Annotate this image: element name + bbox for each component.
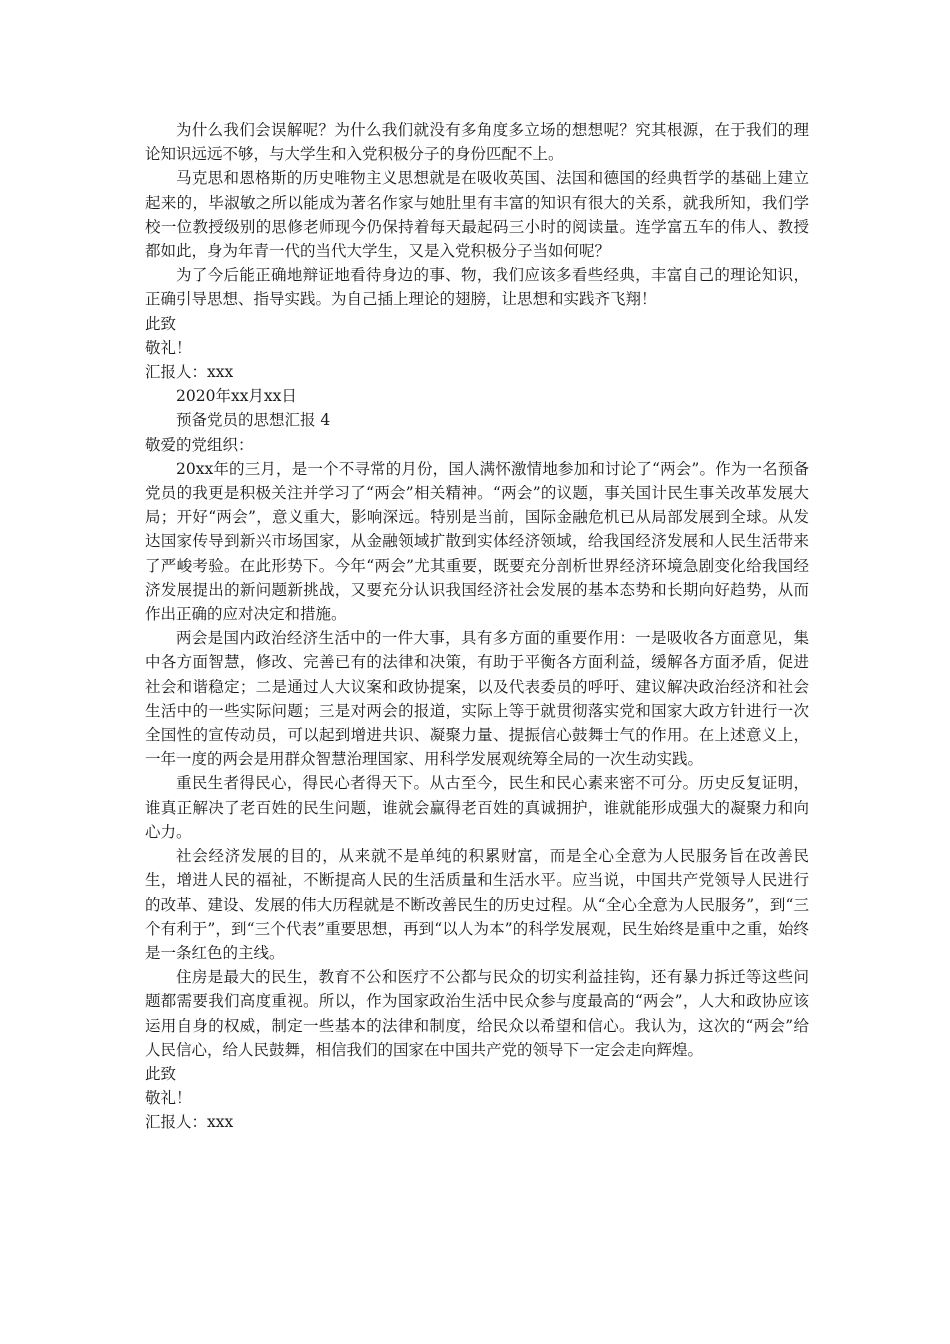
paragraph: 两会是国内政治经济生活中的一件大事，具有多方面的重要作用：一是吸收各方面意见，集中各方面智慧，修改、完善已有的法律和决策，有助于平衡各方面利益，缓解各方面矛盾，促进社会和谐稳定；二是通过人大议案和政协提案，以及代表委员的呼吁、建议解决政治经济和社会生活中的一些实际问题；三是对两会的报道，实际上等于就贯彻落实党和国家大政方针进行一次全国性的宣传动员，可以起到增进共识、凝聚力量、提振信心鼓舞士气的作用。在上述意义上，一年一度的两会是用群众智慧治理国家、用科学发展观统筹全局的一次生动实践。: [145, 629, 809, 769]
closing-respect: 敬礼！: [145, 338, 192, 357]
paragraph: 为了今后能正确地辩证地看待身边的事、物，我们应该多看些经典，丰富自己的理论知识，正确引导思想、指导实践。为自己插上理论的翅膀，让思想和实践齐飞翔！: [145, 266, 809, 309]
paragraph: 重民生者得民心，得民心者得天下。从古至今，民生和民心素来密不可分。历史反复证明，谁真正解决了老百姓的民生问题，谁就会赢得老百姓的真诚拥护，谁就能形成强大的凝聚力和向心力。: [145, 774, 809, 841]
closing-salutation: 此致: [145, 1064, 177, 1083]
reporter-signature: 汇报人：xxx: [145, 1113, 234, 1132]
report-date: 2020年xx月xx日: [176, 387, 297, 406]
paragraph: 为什么我们会误解呢？为什么我们就没有多角度多立场的想想呢？究其根源，在于我们的理论知识远远不够，与大学生和入党积极分子的身份匹配不上。: [145, 121, 809, 164]
closing-salutation: 此致: [145, 314, 177, 333]
paragraph: 20xx年的三月，是一个不寻常的月份，国人满怀激情地参加和讨论了“两会”。作为一名预备党员的我更是积极关注并学习了“两会”相关精神。“两会”的议题，事关国计民生事关改革发展大局；开好“两会”，意义重大，影响深远。特别是当前，国际金融危机已从局部发展到全球。从发达国家传导到新兴市场国家，从金融领域扩散到实体经济领域，给我国经济发展和人民生活带来了严峻考验。在此形势下。今年“两会”尤其重要，既要充分剖析世界经济环境急剧变化给我国经济发展提出的新问题新挑战，又要充分认识我国经济社会发展的基本态势和长期向好趋势，从而作出正确的应对决定和措施。: [145, 459, 809, 624]
section-title: 预备党员的思想汇报 4: [176, 411, 331, 430]
closing-respect: 敬礼！: [145, 1089, 192, 1108]
paragraph: 社会经济发展的目的，从来就不是单纯的积累财富，而是全心全意为人民服务旨在改善民生，增进人民的福祉，不断提高人民的生活质量和生活水平。应当说，中国共产党领导人民进行的改革、建设、发展的伟大历程就是不断改善民生的历史过程。从“全心全意为人民服务”，到“三个有利于”，到“三个代表”重要思想，再到“以人为本”的科学发展观，民生始终是重中之重，始终是一条红色的主线。: [145, 847, 809, 962]
paragraph: 马克思和恩格斯的历史唯物主义思想就是在吸收英国、法国和德国的经典哲学的基础上建立起来的，毕淑敏之所以能成为著名作家与她肚里有丰富的知识有很大的关系，就我所知，我们学校一位教授级别的思修老师现今仍保持着每天最起码三小时的阅读量。连学富五车的伟人、教授都如此，身为年青一代的当代大学生，又是入党积极分子当如何呢？: [145, 169, 809, 261]
paragraph: 住房是最大的民生，教育不公和医疗不公都与民众的切实利益挂钩，还有暴力拆迁等这些问题都需要我们高度重视。所以，作为国家政治生活中民众参与度最高的“两会”，人大和政协应该运用自身的权威，制定一些基本的法律和制度，给民众以希望和信心。我认为，这次的“两会”给人民信心，给人民鼓舞，相信我们的国家在中国共产党的领导下一定会走向辉煌。: [145, 968, 809, 1059]
document-body: [145, 118, 809, 1135]
reporter-signature: 汇报人：xxx: [145, 363, 234, 382]
greeting: 敬爱的党组织：: [145, 435, 254, 454]
